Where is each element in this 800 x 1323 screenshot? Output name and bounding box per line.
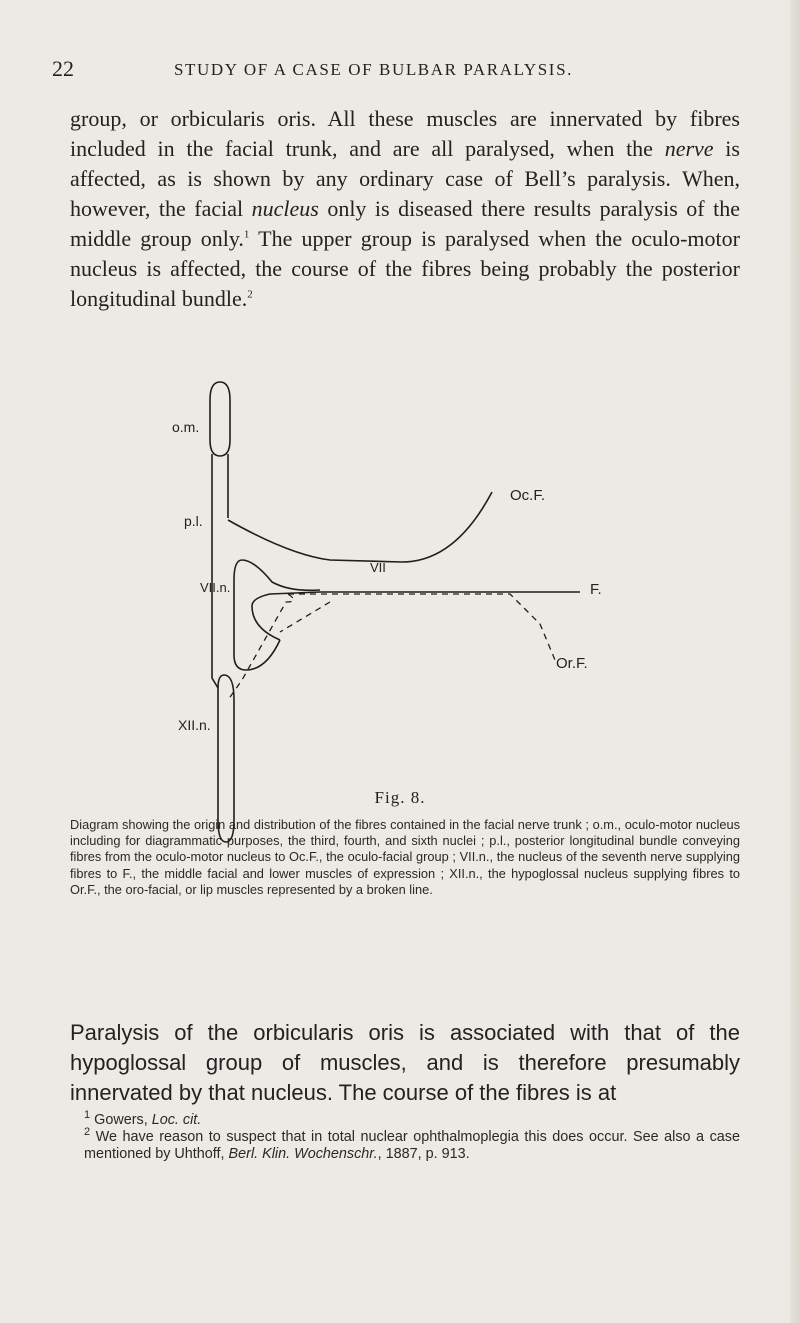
footnote-ref-1[interactable]: 1 <box>243 228 250 241</box>
text-run: The upper group is paralysed when the oculo-motor nucleus is affected, the course of the fibres being probably the posterior longitudinal bundle. <box>70 226 740 311</box>
page-header <box>52 56 752 86</box>
footnote-2 <box>84 1126 740 1163</box>
text-run: only is diseased there results paralysis of the middle group only. <box>70 196 740 251</box>
text-run: group, or orbicularis oris. All these muscles are innervated by fibres included in the facial trunk, and are all paralysed, when the <box>70 106 740 161</box>
figure-number: Fig. 8. <box>374 788 426 807</box>
pl-column-line <box>212 518 218 688</box>
om-nucleus-shape <box>210 382 230 456</box>
vii-trunk-lower <box>252 592 580 640</box>
viin-nucleus-shape <box>234 560 320 590</box>
footnote-1 <box>84 1109 740 1129</box>
footnote-1-citation: Loc. cit. <box>151 1112 202 1128</box>
emphasis-nerve: nerve <box>664 136 714 161</box>
label-f: F. <box>590 581 602 598</box>
label-om: o.m. <box>172 419 200 435</box>
paragraph-1-text <box>70 104 740 314</box>
footnote-2-text: We have reason to suspect that in total nuclear ophthalmoplegia this does occur. See also a case mentioned by Uhthoff, <box>84 1129 740 1162</box>
paragraph-2: Paralysis of the orbicularis oris is associated with that of the hypoglossal group of muscles, and is therefore presumably innervated by that nucleus. The course of the fibres is at <box>70 1020 740 1105</box>
footnote-1-number: 1 <box>84 1109 91 1122</box>
label-vii: VII <box>370 560 386 575</box>
label-pl: p.l. <box>184 513 203 529</box>
orf-broken-line-2 <box>228 594 294 700</box>
page-edge <box>790 0 800 1323</box>
label-orf: Or.F. <box>556 655 588 672</box>
nerve-diagram <box>172 370 640 790</box>
running-head: STUDY OF A CASE OF BULBAR PARALYSIS. <box>174 60 573 79</box>
footnote-2-end: , 1887, p. 913. <box>377 1146 470 1162</box>
footnote-1-text: Gowers, <box>90 1112 152 1128</box>
figure-caption: Diagram showing the origin and distribution of the fibres contained in the facial nerve trunk ; o.m., oculo-motor nucleus including for diagrammatic purposes, the third, fourth, and sixth nuclei ; p.l., posterior longitudinal bundle conveying fibres from the oculo-motor nucleus to Oc.F., the oculo-facial group ; VII.n., the nucleus of the seventh nerve supplying fibres to F., the middle facial and lower muscles of expression ; XII.n., the hypoglossal nucleus supplying fibres to Or.F., the oro-facial, or lip muscles represented by a broken line. <box>70 817 740 897</box>
paragraph-1 <box>70 104 740 314</box>
footnote-2-number: 2 <box>84 1126 91 1139</box>
footnote-ref-2[interactable]: 2 <box>247 288 253 301</box>
page-number: 22 <box>52 56 74 81</box>
emphasis-nucleus: nucleus <box>251 196 319 221</box>
text-run: is affected, as is shown by any ordinary case of Bell’s paralysis. When, however, the facial <box>70 136 740 221</box>
label-xiin: XII.n. <box>178 717 211 733</box>
footnote-2-journal: Berl. Klin. Wochenschr. <box>228 1146 378 1162</box>
orf-broken-line-3 <box>280 602 330 632</box>
label-viin: VII.n. <box>200 580 231 595</box>
label-ocf: Oc.F. <box>510 487 546 504</box>
vii-trunk-upper <box>228 492 492 562</box>
footnotes <box>84 1109 740 1163</box>
pl-bundle-shape <box>212 454 228 518</box>
figure-8-diagram <box>172 370 640 790</box>
